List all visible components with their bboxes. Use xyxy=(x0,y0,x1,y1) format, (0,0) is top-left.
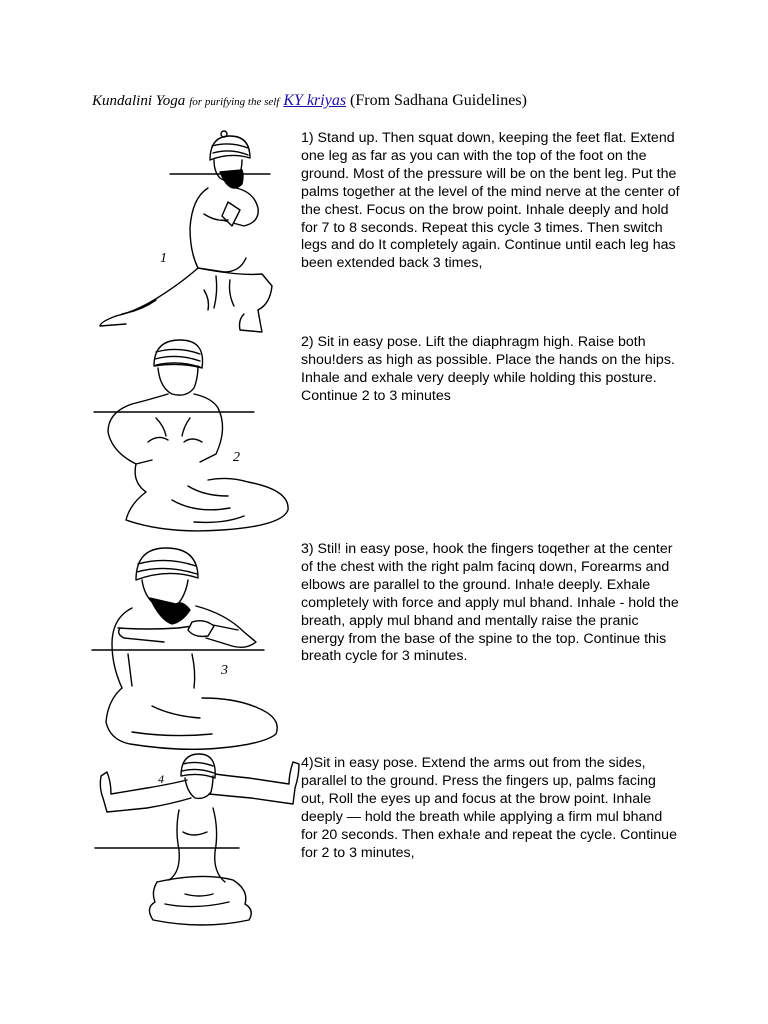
figure-3-label: 3 xyxy=(221,663,228,678)
heading-subtitle: for purifying the self xyxy=(189,96,280,108)
heading-source: (From Sadhana Guidelines) xyxy=(350,92,527,109)
step-3-text: 3) Stil! in easy pose, hook the fingers toqether at the center of the chest with the right palm facinq down, Forearms and elbows are parallel to the ground. Inha!e deeply. Exhale completely with force and apply mul bhand. Inhale - hold the breath, apply mul bhand and mentally raise the pranic energy from the base of the spine to the top. Continue this breath cycle for 3 minutes. xyxy=(301,541,679,665)
figure-4-label: 4 xyxy=(158,772,164,786)
step-1-text: 1) Stand up. Then squat down, keeping the feet flat. Extend one leg as far as you can with the top of the foot on the ground. Most of the pressure will be on the bent leg. Put the palms together at the level of the mind nerve at the center of the chest. Focus on the brow point. Inhale deeply and hold for 7 to 8 seconds. Repeat this cycle 3 times. Then switch legs and do It completely again. Continue until each leg has been extended back 3 times, xyxy=(301,130,680,272)
figure-1-label: 1 xyxy=(160,251,167,266)
step-4-text: 4)Sit in easy pose. Extend the arms out from the sides, parallel to the ground. Press the fingers up, palms facing out, Roll the eyes up and focus at the brow point. Inhale deeply — hold the breath while applying a firm mul bhand for 20 seconds. Then exha!e and repeat the cycle. Continue for 2 to 3 minutes, xyxy=(301,755,677,861)
figure-1-illustration xyxy=(96,130,286,335)
figure-2-label: 2 xyxy=(233,450,240,465)
page-heading xyxy=(92,92,527,110)
kriyas-link[interactable]: KY kriyas xyxy=(283,92,347,109)
step-2-text: 2) Sit in easy pose. Lift the diaphragm high. Raise both shou!ders as high as possible. Place the hands on the hips. Inhale and exhale very deeply while holding this posture. Continue 2 to 3 minutes xyxy=(301,334,675,404)
figure-3-illustration xyxy=(92,546,286,750)
figure-2-illustration xyxy=(94,340,292,536)
heading-title: Kundalini Yoga xyxy=(92,93,186,109)
figure-4-illustration xyxy=(95,754,300,926)
